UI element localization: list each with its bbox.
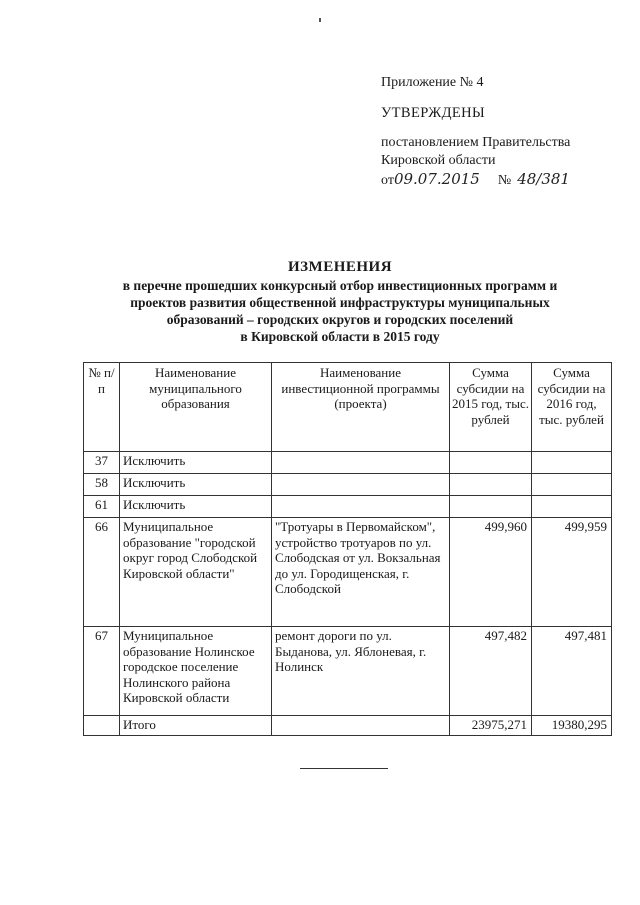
row-num: 37 [84,452,120,474]
top-tick-mark [319,18,321,22]
total-sum-2016: 19380,295 [532,716,612,736]
title-line-2: проектов развития общественной инфраструктуры муниципальных [130,295,550,310]
approval-block [381,74,570,190]
total-label: Итого [120,716,272,736]
row-municipality: Исключить [120,474,272,496]
header-num: № п/п [84,363,120,452]
row-sum-2015 [450,452,532,474]
row-num: 61 [84,496,120,518]
row-sum-2015: 499,960 [450,518,532,627]
row-sum-2016: 499,959 [532,518,612,627]
date-prefix: от [381,173,394,188]
end-rule [300,768,388,769]
row-program: "Тротуары в Первомайском", устройство тротуаров по ул. Слободская от ул. Вокзальная до ул. Городищенская, г. Слободской [272,518,450,627]
row-municipality: Муниципальное образование "городской округ город Слободской Кировской области" [120,518,272,627]
number-sign: № [497,173,512,188]
total-program-cell [272,716,450,736]
row-program [272,496,450,518]
row-program [272,452,450,474]
row-num: 67 [84,627,120,716]
row-num: 58 [84,474,120,496]
title-line-3: образований – городских округов и городских поселений [166,312,514,327]
title-line-4: в Кировской области в 2015 году [240,329,440,344]
approval-date-line [381,170,570,190]
handwritten-date: 09.07.2015 [393,170,480,188]
approved-heading: УТВЕРЖДЕНЫ [381,105,486,121]
header-sum-2015: Сумма субсидии на 2015 год, тыс. рублей [450,363,532,452]
table-row [84,627,612,716]
row-sum-2015 [450,474,532,496]
row-program: ремонт дороги по ул. Быданова, ул. Яблоневая, г. Нолинск [272,627,450,716]
table-row [84,474,612,496]
total-sum-2015: 23975,271 [450,716,532,736]
row-program [272,474,450,496]
document-title [60,257,620,345]
row-sum-2016 [532,496,612,518]
row-municipality: Исключить [120,496,272,518]
changes-table [83,362,612,736]
row-sum-2015: 497,482 [450,627,532,716]
row-municipality: Исключить [120,452,272,474]
approval-line-1: постановлением Правительства [381,135,571,150]
appendix-number: Приложение № 4 [381,75,484,90]
table-row [84,518,612,627]
header-municipality: Наименование муниципального образования [120,363,272,452]
row-num: 66 [84,518,120,627]
title-line-1: в перечне прошедших конкурсный отбор инвестиционных программ и [122,278,558,293]
table-header-row [84,363,612,452]
row-sum-2016: 497,481 [532,627,612,716]
total-num-cell [84,716,120,736]
row-sum-2015 [450,496,532,518]
header-sum-2016: Сумма субсидии на 2016 год, тыс. рублей [532,363,612,452]
approval-line-2: Кировской области [381,153,496,168]
row-sum-2016 [532,474,612,496]
table-row [84,496,612,518]
table-total-row [84,716,612,736]
table-row [84,452,612,474]
row-municipality: Муниципальное образование Нолинское городское поселение Нолинского района Кировской области [120,627,272,716]
handwritten-number: 48/381 [517,170,570,188]
header-program: Наименование инвестиционной программы (проекта) [272,363,450,452]
row-sum-2016 [532,452,612,474]
title-main: ИЗМЕНЕНИЯ [287,259,393,275]
